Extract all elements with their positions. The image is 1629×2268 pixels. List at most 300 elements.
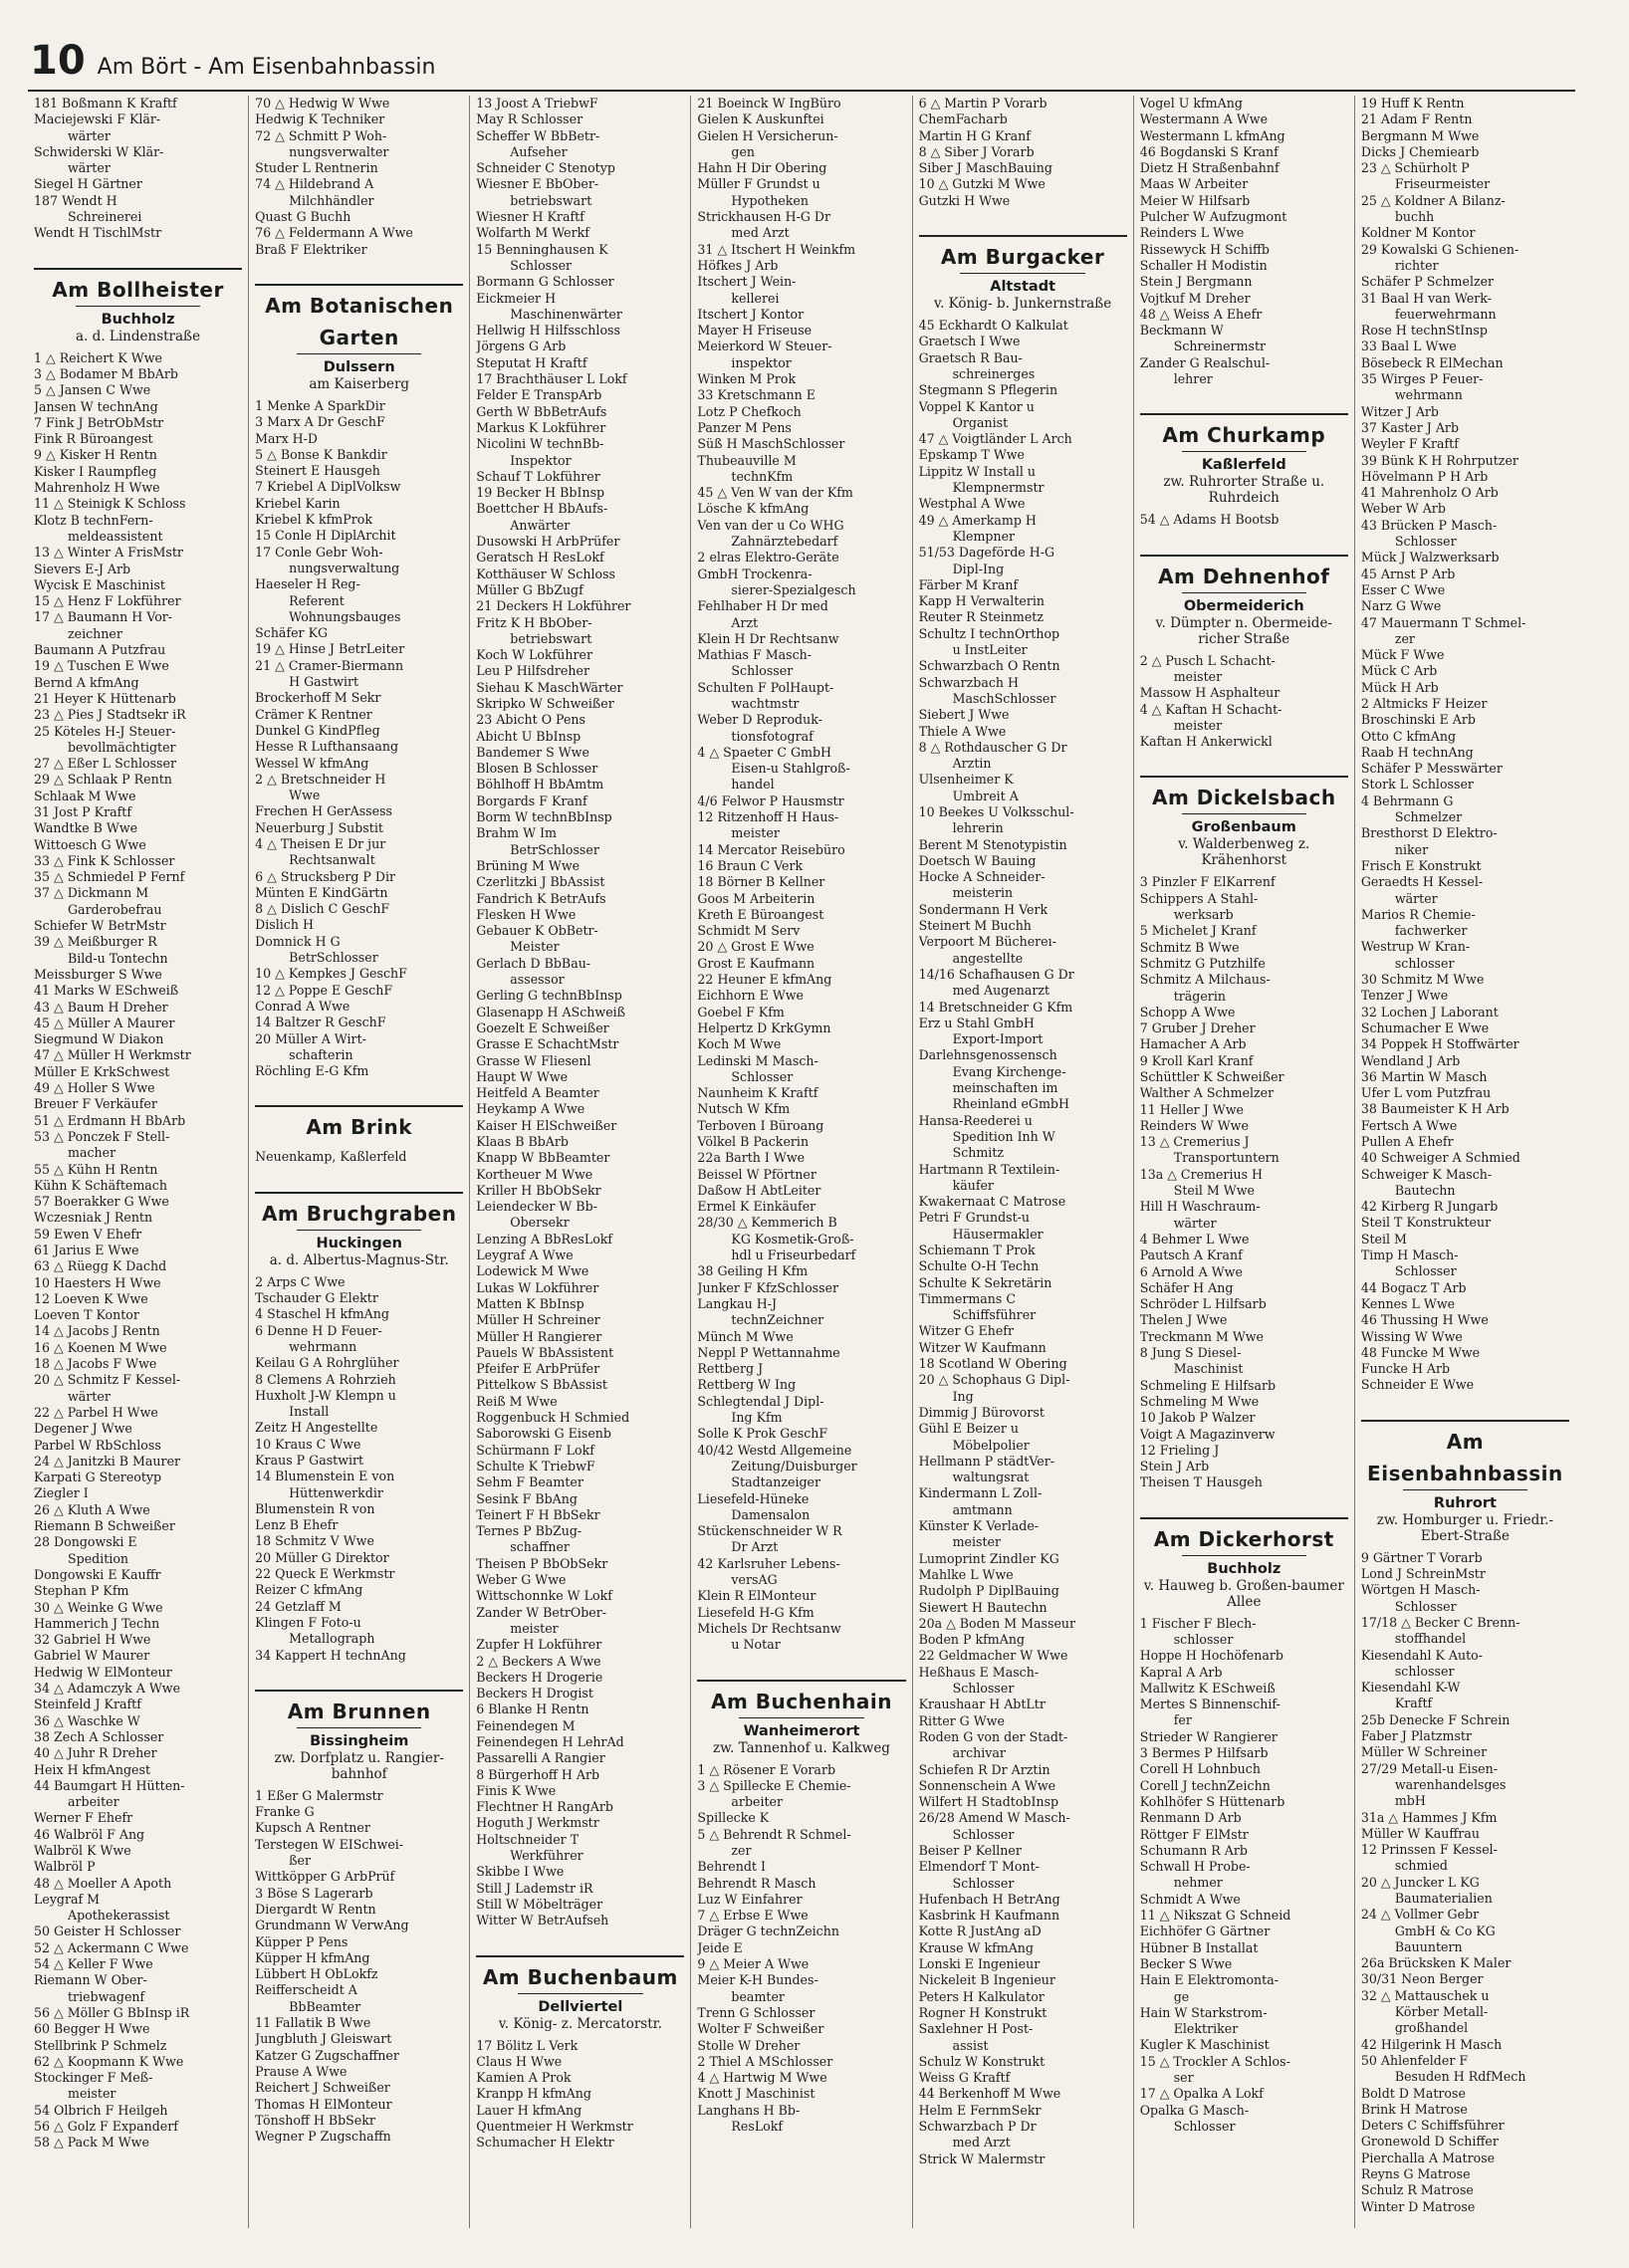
resident-entry: Wörtgen H Masch-: [1360, 1582, 1481, 1598]
entry-continuation: Aufseher: [510, 143, 568, 159]
resident-entry: 10 △ Kempkes J GeschF: [255, 966, 407, 982]
entry-continuation: tionsfotograf: [731, 728, 814, 744]
resident-entry: Tenzer J Wwe: [1360, 988, 1449, 1004]
entry-continuation: BbBeamter: [289, 1998, 361, 2014]
resident-entry: Renmann D Arb: [1139, 1810, 1242, 1826]
resident-entry: Stellbrink P Schmelz: [34, 2037, 167, 2053]
resident-entry: Still J Lademstr iR: [476, 1880, 593, 1896]
resident-entry: Schmeling M Wwe: [1139, 1393, 1260, 1409]
entry-continuation: wärter: [1173, 1215, 1217, 1231]
entry-continuation: Besuden H RdfMech: [1394, 2069, 1526, 2085]
resident-entry: Koch W Lokführer: [476, 647, 593, 663]
resident-entry: Reifferscheidt A: [255, 1982, 357, 1998]
resident-entry: Hill H Waschraum-: [1139, 1199, 1261, 1215]
entry-continuation: Elektriker: [1173, 2021, 1239, 2037]
resident-entry: Conrad A Wwe: [255, 998, 350, 1014]
resident-entry: Ermel K Einkäufer: [697, 1199, 816, 1215]
entry-continuation: gen: [731, 143, 756, 159]
resident-entry: Kaiser H ElSchweißer: [476, 1117, 617, 1133]
header-rule: [28, 90, 1575, 92]
resident-entry: 187 Wendt H: [34, 192, 117, 208]
resident-entry: Steinfeld J Kraftf: [34, 1697, 141, 1712]
resident-entry: 18 Scotland W Obering: [918, 1356, 1067, 1372]
resident-entry: Strick W Malermstr: [918, 2151, 1046, 2166]
resident-entry: Parbel W RbSchloss: [34, 1437, 161, 1453]
columns-container: [28, 96, 1575, 2228]
resident-entry: Kriebel Karin: [255, 495, 341, 511]
resident-entry: 22 Geldmacher W Wwe: [918, 1648, 1068, 1664]
resident-entry: GmbH Trockenra-: [697, 566, 813, 581]
entry-continuation: GmbH & Co KG: [1394, 1923, 1496, 1938]
resident-entry: Panzer M Pens: [697, 419, 792, 435]
resident-entry: 46 Bogdanski S Kranf: [1139, 143, 1279, 159]
resident-entry: Steil M: [1360, 1231, 1407, 1247]
entry-continuation: amtmann: [952, 1501, 1013, 1517]
street-range: v. Walderbenweg z. Krähenhorst: [1178, 836, 1310, 869]
resident-entry: 74 △ Hildebrand A: [255, 176, 374, 192]
resident-entry: Kasbrink H Kaufmann: [918, 1908, 1060, 1924]
resident-entry: Pautsch A Kranf: [1139, 1247, 1243, 1263]
resident-entry: Hesse R Lufthansaang: [255, 739, 399, 755]
resident-entry: 3 Pinzler F ElKarrenf: [1139, 874, 1276, 890]
resident-entry: 8 Jung S Diesel-: [1139, 1345, 1242, 1361]
resident-entry: Gronewold D Schiffer: [1360, 2134, 1499, 2150]
resident-entry: 42 Hilgerink H Masch: [1360, 2036, 1503, 2052]
street-rule: [960, 273, 1084, 274]
entry-continuation: warenhandelsges: [1394, 1776, 1507, 1792]
resident-entry: 59 Ewen V Ehefr: [34, 1226, 142, 1242]
resident-entry: Finis K Wwe: [476, 1782, 557, 1798]
resident-entry: Thubeauville M: [697, 452, 797, 468]
resident-entry: Hedwig K Techniker: [255, 112, 385, 127]
resident-entry: Schneider C Stenotyp: [476, 160, 615, 176]
resident-entry: Faber J Platzmstr: [1360, 1728, 1473, 1744]
entry-continuation: wehrmann: [289, 1338, 357, 1354]
resident-entry: Hedwig W ElMonteur: [34, 1664, 172, 1680]
resident-entry: Eichhorn E Wwe: [697, 988, 805, 1004]
resident-entry: Kiesendahl K-W: [1360, 1680, 1461, 1696]
resident-entry: Stein J Arb: [1139, 1459, 1210, 1474]
resident-entry: Schulte K TriebwF: [476, 1458, 595, 1474]
resident-entry: Gielen H Versicherun-: [697, 127, 838, 143]
resident-entry: Junker F KfzSchlosser: [697, 1279, 839, 1295]
resident-entry: 45 Arnst P Arb: [1360, 566, 1456, 581]
directory-column: [470, 96, 691, 2228]
resident-entry: Mayer H Friseuse: [697, 323, 813, 339]
entry-continuation: schreinerges: [952, 365, 1036, 381]
resident-entry: 3 Böse S Lagerarb: [255, 1885, 373, 1901]
resident-entry: Glasenapp H ASchweiß: [476, 1004, 626, 1020]
resident-entry: Pulcher W Aufzugmont: [1139, 209, 1287, 225]
entry-continuation: Rechtsanwalt: [289, 852, 375, 868]
resident-entry: Corell J technZeichn: [1139, 1777, 1271, 1793]
resident-entry: Holtschneider T: [476, 1831, 580, 1847]
entry-continuation: nungsverwaltung: [289, 560, 400, 575]
resident-entry: Marx H-D: [255, 430, 319, 446]
entry-continuation: nehmer: [1173, 1875, 1223, 1891]
entry-continuation: Obersekr: [510, 1215, 570, 1231]
resident-entry: 20 △ Schmitz F Kessel-: [34, 1372, 181, 1388]
resident-entry: 22 △ Parbel H Wwe: [34, 1404, 158, 1420]
resident-entry: 20 △ Schophaus G Dipl-: [918, 1372, 1070, 1388]
resident-entry: 7 Kriebel A DiplVolksw: [255, 479, 401, 495]
resident-entry: Deters C Schiffsführer: [1360, 2118, 1505, 2134]
entry-continuation: Steil M Wwe: [1173, 1183, 1255, 1199]
street-range: zw. Tannenhof u. Kalkweg: [713, 1739, 890, 1756]
resident-entry: Stephan P Kfm: [34, 1583, 129, 1599]
resident-entry: Schwarzbach H: [918, 674, 1020, 690]
directory-column: [1355, 96, 1575, 2228]
resident-entry: Rettberg J: [697, 1361, 764, 1377]
resident-entry: Reinders W Wwe: [1139, 1117, 1249, 1133]
resident-entry: Kiesendahl K Auto-: [1360, 1647, 1483, 1663]
resident-entry: Witter W BetrAufseh: [476, 1913, 609, 1928]
resident-entry: 34 Kappert H technAng: [255, 1647, 406, 1663]
resident-entry: Lotz P Chefkoch: [697, 403, 802, 419]
resident-entry: Steinert M Buchh: [918, 918, 1032, 934]
resident-entry: 26a Brücksken K Maler: [1360, 1955, 1512, 1971]
entry-continuation: schmied: [1394, 1858, 1448, 1874]
resident-entry: Terboven I Büroang: [697, 1117, 824, 1133]
entry-continuation: MaschSchlosser: [952, 690, 1056, 706]
entry-continuation: zer: [1394, 630, 1415, 646]
resident-entry: Schiefer W BetrMstr: [34, 918, 166, 934]
resident-entry: Roggenbuck H Schmied: [476, 1410, 630, 1426]
resident-entry: Schultz I technOrthop: [918, 625, 1060, 641]
resident-entry: Itschert J Wein-: [697, 274, 797, 290]
resident-entry: Pfeifer E ArbPrüfer: [476, 1361, 600, 1377]
resident-entry: Broschinski E Arb: [1360, 712, 1476, 728]
resident-entry: Wandtke B Wwe: [34, 820, 138, 836]
resident-entry: Müller H Rangierer: [476, 1328, 602, 1344]
resident-entry: Wittoesch G Wwe: [34, 836, 146, 852]
resident-entry: Walbröl P: [34, 1859, 96, 1875]
street-district: Huckingen: [316, 1235, 402, 1251]
street-name: Am Buchenbaum: [482, 1964, 678, 1989]
resident-entry: Lond J SchreinMstr: [1360, 1566, 1486, 1582]
entry-continuation: Bild-u Tontechn: [68, 950, 168, 966]
street-name: Am Brink: [306, 1115, 413, 1140]
resident-entry: Erz u Stahl GmbH: [918, 1015, 1035, 1030]
resident-entry: 17 △ Opalka A Lokf: [1139, 2086, 1264, 2102]
resident-entry: 41 Mahrenholz O Arb: [1360, 485, 1499, 501]
street-heading: [255, 284, 463, 392]
resident-entry: Steinert E Hausgeh: [255, 463, 380, 479]
street-name: Am Bruchgraben: [261, 1201, 457, 1226]
resident-entry: 19 Becker H BbInsp: [476, 485, 605, 501]
resident-entry: Schlegtendal J Dipl-: [697, 1393, 824, 1409]
resident-entry: Ufer L vom Putzfrau: [1360, 1085, 1492, 1101]
entry-continuation: Hypotheken: [731, 192, 809, 208]
street-heading: [697, 1680, 905, 1756]
resident-entry: 8 △ Siber J Vorarb: [918, 143, 1035, 159]
resident-entry: Brink H Matrose: [1360, 2101, 1468, 2117]
resident-entry: Ternes P BbZug-: [476, 1523, 582, 1539]
resident-entry: 10 Haesters H Wwe: [34, 1274, 161, 1290]
resident-entry: Lumoprint Zindler KG: [918, 1550, 1059, 1566]
resident-entry: 19 △ Tuschen E Wwe: [34, 658, 169, 674]
resident-entry: Lenz B Ehefr: [255, 1517, 339, 1533]
resident-entry: Leiendecker W Bb-: [476, 1199, 597, 1215]
resident-entry: 9 Gärtner T Vorarb: [1360, 1549, 1483, 1565]
entry-continuation: Rheinland eGmbH: [952, 1096, 1069, 1112]
resident-entry: Schwarzbach O Rentn: [918, 658, 1060, 674]
resident-entry: Zander W BetrOber-: [476, 1604, 607, 1620]
resident-entry: Schmitz B Wwe: [1139, 939, 1240, 955]
entry-continuation: macher: [68, 1145, 116, 1161]
page-running-title: Am Bört - Am Eisenbahnbassin: [97, 55, 436, 80]
street-name: Am Buchenhain: [710, 1689, 892, 1713]
entry-continuation: ge: [1173, 1988, 1190, 2004]
resident-entry: Hain W Starkstrom-: [1139, 2004, 1268, 2020]
resident-entry: Pierchalla A Matrose: [1360, 2150, 1496, 2165]
resident-entry: Flechtner H RangArb: [476, 1799, 613, 1815]
entry-continuation: technZeichner: [731, 1312, 824, 1328]
resident-entry: Kwakernaat C Matrose: [918, 1194, 1066, 1210]
resident-entry: Dicks J Chemiearb: [1360, 143, 1480, 159]
resident-entry: Dietz H Straßenbahnf: [1139, 160, 1280, 176]
street-range: v. König- z. Mercatorstr.: [498, 2015, 662, 2032]
resident-entry: Boldt D Matrose: [1360, 2085, 1466, 2101]
resident-entry: Crämer K Rentner: [255, 706, 372, 722]
resident-entry: Scheffer W BbBetr-: [476, 127, 600, 143]
resident-entry: Zander G Realschul-: [1139, 354, 1271, 370]
resident-entry: Matten K BbInsp: [476, 1295, 584, 1311]
resident-entry: Müller G BbZugf: [476, 581, 583, 597]
resident-entry: 2 Altmicks F Heizer: [1360, 695, 1488, 711]
resident-entry: Rissewyck H Schiffb: [1139, 241, 1270, 257]
street-heading: [1140, 413, 1348, 506]
entry-continuation: trägerin: [1173, 988, 1226, 1004]
resident-entry: 70 △ Hedwig W Wwe: [255, 96, 390, 111]
resident-entry: Doetsch W Bauing: [918, 852, 1037, 868]
resident-entry: Brahm W Im: [476, 825, 557, 841]
resident-entry: 8 △ Rothdauscher G Dr: [918, 739, 1067, 755]
resident-entry: Jungbluth J Gleiswart: [255, 2031, 392, 2047]
resident-entry: Wilfert H StadtobInsp: [918, 1794, 1059, 1810]
street-rule: [297, 353, 421, 354]
resident-entry: Eichhöfer G Gärtner: [1139, 1924, 1271, 1939]
resident-entry: Schumann R Arb: [1139, 1842, 1248, 1858]
street-heading: [1140, 1517, 1348, 1610]
resident-entry: 21 Deckers H Lokführer: [476, 598, 631, 614]
resident-entry: 4/6 Felwor P Hausmstr: [697, 793, 844, 808]
entry-continuation: assist: [952, 2037, 989, 2053]
resident-entry: 19 △ Hinse J BetrLeiter: [255, 641, 405, 657]
resident-entry: Wiesner E BbOber-: [476, 176, 599, 192]
entry-continuation: Häusermakler: [952, 1226, 1044, 1242]
resident-entry: Siebert J Wwe: [918, 707, 1010, 723]
resident-entry: Elmendorf T Mont-: [918, 1859, 1040, 1875]
resident-entry: Degener J Wwe: [34, 1421, 132, 1437]
resident-entry: 49 △ Amerkamp H: [918, 512, 1037, 528]
entry-continuation: Schlosser: [731, 663, 794, 679]
resident-entry: Winter D Matrose: [1360, 2198, 1476, 2214]
resident-entry: 55 △ Kühn H Rentn: [34, 1161, 158, 1177]
directory-column: [249, 96, 470, 2228]
resident-entry: 3 △ Bodamer M BbArb: [34, 365, 178, 381]
resident-entry: Itschert J Kontor: [697, 306, 805, 322]
resident-entry: Kriebel K kfmProk: [255, 512, 372, 528]
entry-continuation: u InstLeiter: [952, 642, 1028, 658]
resident-entry: 63 △ Rüegg K Dachd: [34, 1258, 167, 1274]
resident-entry: 25 Köteles H-J Steuer-: [34, 723, 176, 739]
resident-entry: 4 △ Kaftan H Schacht-: [1139, 701, 1282, 717]
street-district: Buchholz: [1207, 1560, 1281, 1577]
resident-entry: Karpati G Stereotyp: [34, 1470, 162, 1485]
resident-entry: Bormann G Schlosser: [476, 274, 614, 290]
resident-entry: Voppel K Kantor u: [918, 398, 1035, 414]
entry-continuation: BetrSchlosser: [289, 950, 378, 966]
resident-entry: Kaftan H Ankerwickl: [1139, 734, 1273, 750]
street-name: Am Dickelsbach: [1151, 786, 1336, 810]
resident-entry: Beckers H Drogerie: [476, 1669, 603, 1685]
resident-entry: Krause W kfmAng: [918, 1939, 1034, 1955]
street-heading: [919, 235, 1127, 312]
resident-entry: 32 Lochen J Laborant: [1360, 1004, 1499, 1020]
resident-entry: Grost E Kaufmann: [697, 955, 815, 971]
resident-entry: Schäfer H Ang: [1139, 1279, 1234, 1295]
entry-continuation: fer: [1173, 1712, 1192, 1728]
resident-entry: Ritter G Wwe: [918, 1712, 1005, 1728]
resident-entry: Koch M Wwe: [697, 1036, 782, 1052]
resident-entry: 10 Jakob P Walzer: [1139, 1410, 1256, 1426]
entry-continuation: kellerei: [731, 290, 780, 306]
resident-entry: Pittelkow S BbAssist: [476, 1377, 607, 1393]
entry-continuation: bevollmächtigter: [68, 739, 176, 755]
resident-entry: Terstegen W EISchwei-: [255, 1836, 404, 1852]
street-district: Dellviertel: [538, 1998, 623, 2015]
resident-entry: 39 △ Meißburger R: [34, 934, 157, 950]
entry-continuation: wärter: [68, 160, 111, 176]
resident-entry: Wczesniak J Rentn: [34, 1210, 153, 1226]
resident-entry: Esser C Wwe: [1360, 581, 1446, 597]
resident-entry: 50 Geister H Schlosser: [34, 1924, 181, 1939]
resident-entry: 33 △ Fink K Schlosser: [34, 852, 175, 868]
resident-entry: 24 △ Janitzki B Maurer: [34, 1453, 181, 1469]
entry-continuation: Umbreit A: [952, 788, 1019, 803]
resident-entry: 13 △ Cremerius J: [1139, 1134, 1250, 1150]
resident-entry: 9 △ Meier A Wwe: [697, 1956, 810, 1972]
resident-entry: Meier W Hilfsarb: [1139, 192, 1251, 208]
street-heading: [1140, 555, 1348, 647]
resident-entry: Schröder L Hilfsarb: [1139, 1296, 1267, 1312]
entry-continuation: betriebswart: [510, 630, 592, 646]
resident-entry: Kugler K Maschinist: [1139, 2037, 1270, 2053]
resident-entry: Fertsch A Wwe: [1360, 1117, 1458, 1133]
street-range: a. d. Lindenstraße: [76, 328, 201, 344]
resident-entry: Beckers H Drogist: [476, 1686, 593, 1701]
resident-entry: 2 elras Elektro-Geräte: [697, 550, 839, 566]
resident-entry: 12 △ Poppe E GeschF: [255, 982, 393, 998]
resident-entry: 3 Marx A Dr GeschF: [255, 414, 385, 430]
resident-entry: 26 △ Kluth A Wwe: [34, 1501, 150, 1517]
resident-entry: Mathias F Masch-: [697, 647, 813, 663]
resident-entry: Wendland J Arb: [1360, 1052, 1461, 1068]
resident-entry: Gutzki H Wwe: [918, 192, 1011, 208]
resident-entry: Berent M Stenotypistin: [918, 836, 1067, 852]
entry-continuation: Schlosser: [1173, 2118, 1236, 2134]
resident-entry: Gerlach D BbBau-: [476, 955, 591, 971]
resident-entry: Teinert F H BbSekr: [476, 1506, 600, 1522]
resident-entry: 54 △ Adams H Bootsb: [1139, 512, 1280, 528]
resident-entry: Hartmann R Textilein-: [918, 1161, 1060, 1177]
resident-entry: 15 △ Trockler A Schlos-: [1139, 2053, 1290, 2069]
resident-entry: 22 Queck E Werkmstr: [255, 1566, 395, 1582]
resident-entry: 1 Menke A SparkDir: [255, 397, 385, 413]
entry-continuation: Export-Import: [952, 1031, 1044, 1047]
resident-entry: Lösche K kfmAng: [697, 501, 810, 517]
resident-entry: Kraushaar H AbtLtr: [918, 1697, 1046, 1712]
entry-continuation: archivar: [952, 1745, 1006, 1761]
resident-entry: Hellwig H Hilfsschloss: [476, 323, 620, 339]
resident-entry: 4 Staschel H kfmAng: [255, 1306, 389, 1322]
resident-entry: Schauf T Lokführer: [476, 468, 600, 484]
resident-entry: Massow H Asphalteur: [1139, 685, 1280, 701]
resident-entry: 17 Conle Gebr Woh-: [255, 544, 383, 560]
resident-entry: Heßhaus E Masch-: [918, 1664, 1040, 1680]
resident-entry: Leygraf A Wwe: [476, 1247, 574, 1263]
resident-entry: 40/42 Westd Allgemeine: [697, 1442, 852, 1458]
resident-entry: 4 △ Hartwig M Wwe: [697, 2070, 827, 2086]
resident-entry: 54 Olbrich F Heilgeh: [34, 2102, 168, 2118]
resident-entry: Fandrich K BetrAufs: [476, 890, 606, 906]
resident-entry: Witzer W Kaufmann: [918, 1339, 1047, 1355]
resident-entry: Gabriel W Maurer: [34, 1648, 150, 1664]
resident-entry: 24 △ Vollmer Gebr: [1360, 1907, 1480, 1923]
entry-continuation: wachtmstr: [731, 695, 800, 711]
street-range: v. Hauweg b. Großen-baumer Allee: [1143, 1577, 1344, 1610]
resident-entry: 25 △ Koldner A Bilanz-: [1360, 192, 1506, 208]
resident-entry: Weber D Reproduk-: [697, 712, 822, 728]
street-name: Am Brunnen: [287, 1699, 431, 1723]
resident-entry: Röttger F ElMstr: [1139, 1826, 1249, 1842]
resident-entry: 4 Behmer L Wwe: [1139, 1231, 1250, 1247]
resident-entry: Reizer C kfmAng: [255, 1582, 363, 1598]
resident-entry: Klingen F Foto-u: [255, 1614, 361, 1630]
resident-entry: 18 △ Jacobs F Wwe: [34, 1356, 157, 1372]
directory-column: [28, 96, 249, 2228]
entry-continuation: Damensalon: [731, 1506, 811, 1522]
resident-entry: Brockerhoff M Sekr: [255, 690, 381, 706]
resident-entry: Lübbert H ObLokfz: [255, 1966, 378, 1982]
street-name: Am Churkamp: [1162, 423, 1326, 448]
resident-entry: Jansen W technAng: [34, 398, 158, 414]
resident-entry: 2 Thiel A MSchlosser: [697, 2053, 833, 2069]
resident-entry: Mallwitz K ESchweiß: [1139, 1680, 1276, 1696]
resident-entry: 181 Boßmann K Kraftf: [34, 96, 177, 111]
resident-entry: 7 Fink J BetrObMstr: [34, 414, 164, 430]
resident-entry: 31 Baal H van Werk-: [1360, 290, 1492, 306]
resident-entry: Schlaak M Wwe: [34, 788, 136, 803]
street-district: Wanheimerort: [743, 1722, 860, 1739]
resident-entry: Opalka G Masch-: [1139, 2102, 1250, 2118]
resident-entry: Behrendt R Masch: [697, 1875, 816, 1891]
resident-entry: Zupfer H Lokführer: [476, 1637, 602, 1653]
entry-continuation: lehrerin: [952, 820, 1004, 836]
resident-entry: Schwarzbach P Dr: [918, 2119, 1037, 2135]
resident-entry: Hübner B Installat: [1139, 1939, 1259, 1955]
resident-entry: 28 Dongowski E: [34, 1534, 137, 1550]
entry-continuation: Schiffsführer: [952, 1307, 1037, 1323]
resident-entry: Theisen P BbObSekr: [476, 1555, 608, 1571]
entry-continuation: versAG: [731, 1572, 778, 1588]
resident-entry: 45 Eckhardt O Kalkulat: [918, 318, 1068, 334]
resident-entry: Westermann L kfmAng: [1139, 127, 1285, 143]
resident-entry: Walther A Schmelzer: [1139, 1085, 1275, 1101]
entry-continuation: Dipl-Ing: [952, 561, 1005, 576]
resident-entry: Müller W Schreiner: [1360, 1744, 1488, 1760]
